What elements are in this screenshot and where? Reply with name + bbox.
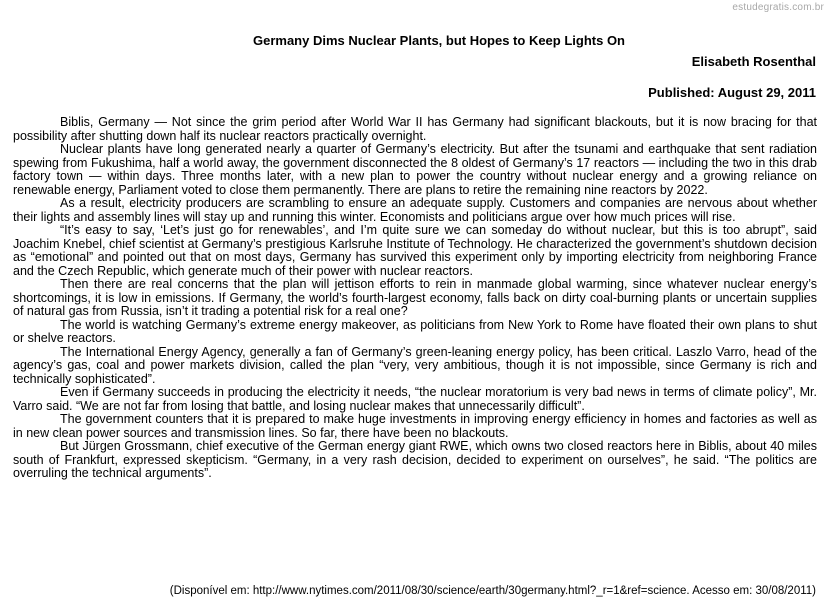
paragraph-1: Biblis, Germany — Not since the grim period after World War II has Germany had significant blackouts, but it is now bracing for that possibility after shutting down half its nuclear reactors practically overnight. [13,115,817,143]
site-watermark: estudegratis.com.br [732,2,824,13]
article-author: Elisabeth Rosenthal [691,54,816,69]
article-title: Germany Dims Nuclear Plants, but Hopes to Keep Lights On [252,33,626,48]
paragraph-5: Then there are real concerns that the plan will jettison efforts to rein in manmade global warming, since whatever nuclear energy’s shortcomings, it is low in emissions. If Germany, the world’s fourth-largest economy, falls back on dirty coal-burning plants or uncertain supplies of natural gas from Russia, isn’t it trading a potential risk for a real one? [13,277,817,318]
paragraph-10: But Jürgen Grossmann, chief executive of the German energy giant RWE, which owns two closed reactors here in Biblis, about 40 miles south of Frankfurt, expressed skepticism. “Germany, in a very rash decision, decided to experiment on ourselves”, he said. “The politics are overruling the technical arguments”. [13,439,817,480]
paragraph-4: “It’s easy to say, ‘Let’s just go for renewables’, and I’m quite sure we can someday do without nuclear, but this is too abrupt”, said Joachim Knebel, chief scientist at Germany’s prestigious Karlsruhe Institute of Technology. He characterized the government’s shutdown decision as “emotional” and pointed out that on most days, Germany has survived this experiment only by importing electricity from neighboring France and the Czech Republic, which generate much of their power with nuclear reactors. [13,223,817,278]
paragraph-3: As a result, electricity producers are scrambling to ensure an adequate supply. Customers and companies are nervous about whether their lights and assembly lines will stay up and running this winter. Economists and politicians argue over how much prices will rise. [13,196,817,224]
paragraph-8: Even if Germany succeeds in producing the electricity it needs, “the nuclear moratorium is very bad news in terms of climate policy”, Mr. Varro said. “We are not far from losing that battle, and losing nuclear makes that unnecessarily difficult”. [13,385,817,413]
paragraph-6: The world is watching Germany’s extreme energy makeover, as politicians from New York to Rome have floated their own plans to shut or shelve reactors. [13,317,817,345]
paragraph-7: The International Energy Agency, generally a fan of Germany’s green-leaning energy policy, has been critical. Laszlo Varro, head of the agency’s gas, coal and power markets division, called the plan “very, very ambitious, though it is not impossible, since Germany is rich and technically sophisticated”. [13,344,817,386]
paragraph-2: Nuclear plants have long generated nearly a quarter of Germany’s electricity. But after the tsunami and earthquake that sent radiation spewing from Fukushima, half a world away, the government disconnected the 8 oldest of Germany’s 17 reactors — including the two in this drab factory town — within days. Three months later, with a new plan to power the country without nuclear energy and a growing reliance on renewable energy, Parliament voted to close them permanently. There are plans to retire the remaining nine reactors by 2022. [13,142,817,197]
article-body [13,116,817,481]
source-citation: (Disponível em: http://www.nytimes.com/2011/08/30/science/earth/30germany.html?_r=1&ref=science. Acesso em: 30/08/2011) [169,585,816,597]
publication-date: Published: August 29, 2011 [648,85,816,100]
paragraph-9: The government counters that it is prepared to make huge investments in improving energy efficiency in homes and factories as well as in new clean power sources and transmission lines. So far, there have been no blackouts. [13,412,817,440]
